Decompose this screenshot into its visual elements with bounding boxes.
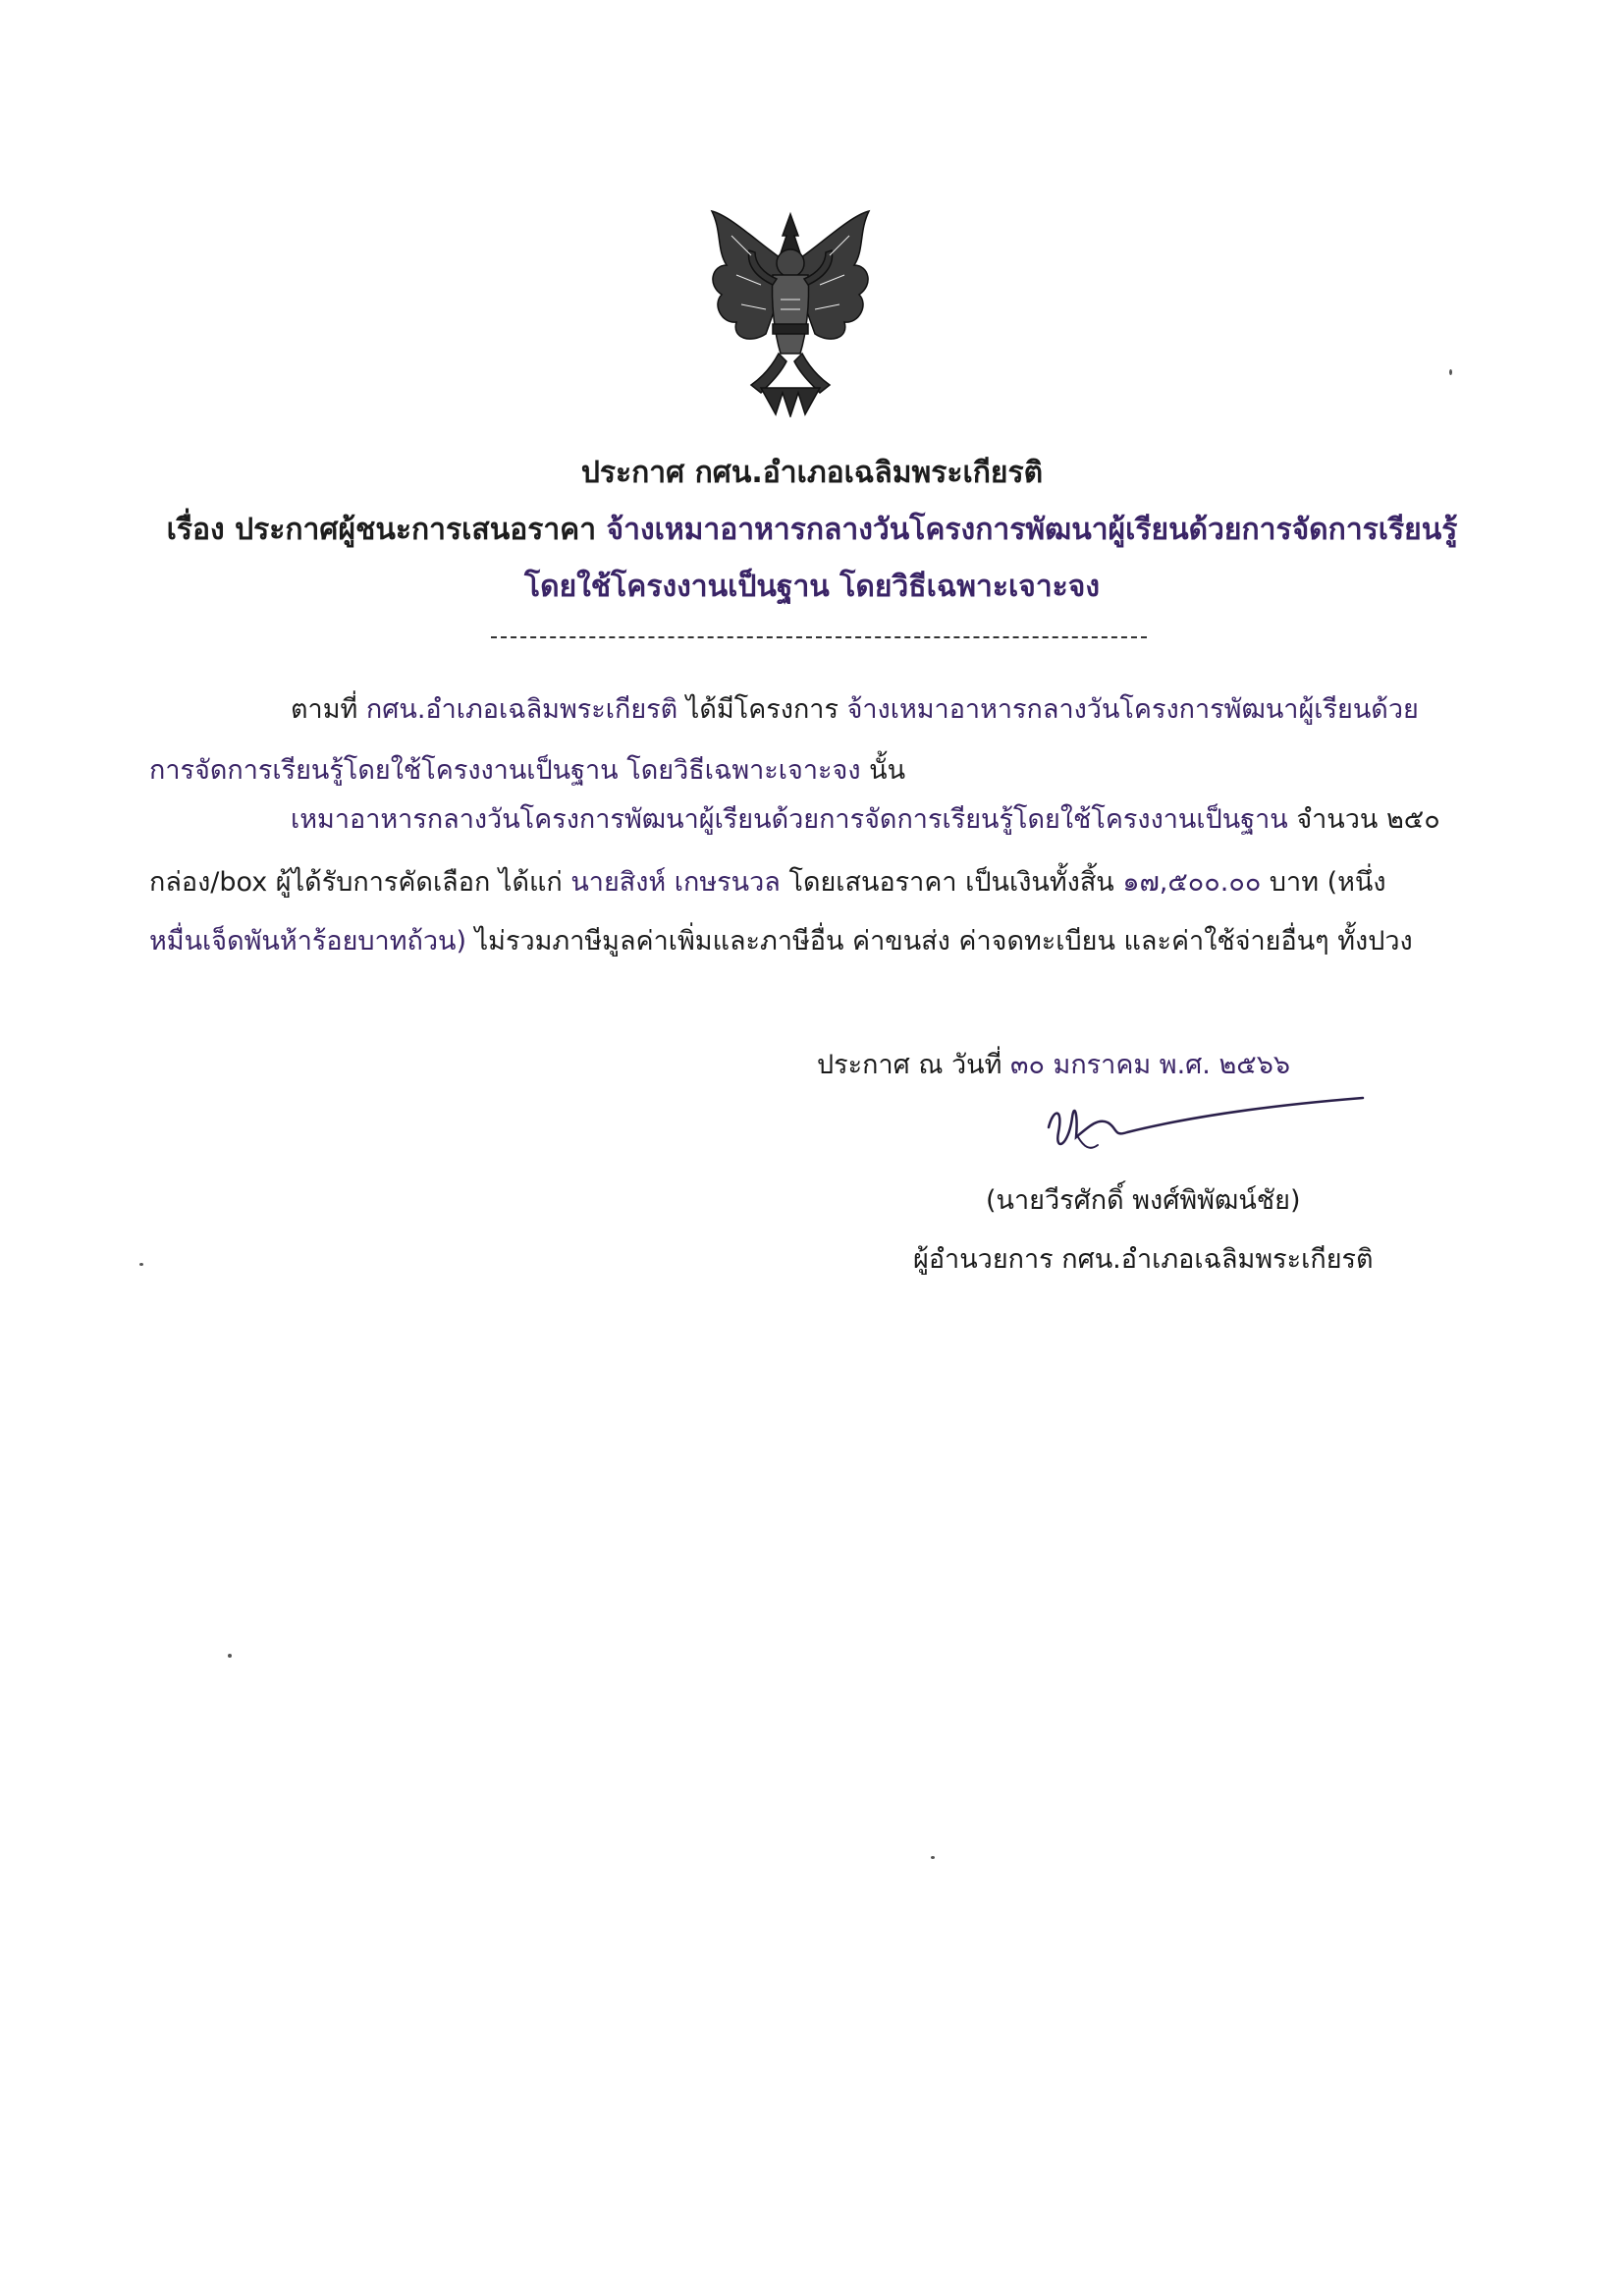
announcement-subject [0,507,1624,553]
body-line-5 [149,919,1413,961]
handwritten-signature-icon [1039,1088,1373,1167]
organization-name: กศน.อำเภอเฉลิมพระเกียรติ [365,694,678,725]
body-line-4 [149,860,1386,902]
scan-speck [931,1856,935,1859]
subject-prefix: เรื่อง ประกาศผู้ชนะการเสนอราคา [166,513,607,547]
body-text: ตามที่ [291,694,366,725]
project-name: จ้างเหมาอาหารกลางวันโครงการพัฒนาผู้เรียนด้วย [846,694,1419,725]
announcement-subject-line2: โดยใช้โครงงานเป็นฐาน โดยวิธีเฉพาะเจาะจง [523,570,1101,604]
signer-name: (นายวีรศักดิ์ พงศ์พิพัฒน์ชัย) [986,1185,1301,1216]
body-line-2 [149,748,905,791]
project-name: การจัดการเรียนรู้โดยใช้โครงงานเป็นฐาน โดยวิธีเฉพาะเจาะจง [149,755,861,786]
subject-project: จ้างเหมาอาหารกลางวันโครงการพัฒนาผู้เรียนด้วยการจัดการเรียนรู้ [606,513,1458,547]
quantity-text: จำนวน ๒๕๐ [1287,804,1440,835]
bid-amount: ๑๗,๕๐๐.๐๐ [1122,867,1262,898]
announcement-date [817,1043,1290,1085]
project-name: เหมาอาหารกลางวันโครงการพัฒนาผู้เรียนด้วยการจัดการเรียนรู้โดยใช้โครงงานเป็นฐาน [291,804,1288,835]
body-text: ได้มีโครงการ [677,694,847,725]
garuda-emblem-icon [692,206,889,417]
date-value: ๓๐ มกราคม พ.ศ. ๒๕๖๖ [1010,1050,1290,1080]
scan-speck [139,1263,143,1266]
announcement-title: ประกาศ กศน.อำเภอเฉลิมพระเกียรติ [580,456,1044,490]
body-text: บาท (หนึ่ง [1261,867,1386,898]
scan-speck [228,1654,232,1658]
body-text: ไม่รวมภาษีมูลค่าเพิ่มและภาษีอื่น ค่าขนส่ง ค่าจดทะเบียน และค่าใช้จ่ายอื่นๆ ทั้งปวง [466,926,1413,957]
body-text: กล่อง/box ผู้ได้รับการคัดเลือก ได้แก่ [149,867,571,898]
body-text: โดยเสนอราคา เป็นเงินทั้งสิ้น [780,867,1123,898]
body-line-1 [291,687,1419,730]
scan-speck [1449,369,1452,375]
dashed-divider [491,636,1147,638]
amount-in-words: หมื่นเจ็ดพันห้าร้อยบาทถ้วน) [149,926,466,957]
winner-name: นายสิงห์ เกษรนวล [570,867,781,898]
body-line-3 [291,797,1440,840]
body-text: นั้น [860,755,906,786]
date-label: ประกาศ ณ วันที่ [817,1050,1011,1080]
signer-title: ผู้อำนวยการ กศน.อำเภอเฉลิมพระเกียรติ [913,1244,1374,1275]
